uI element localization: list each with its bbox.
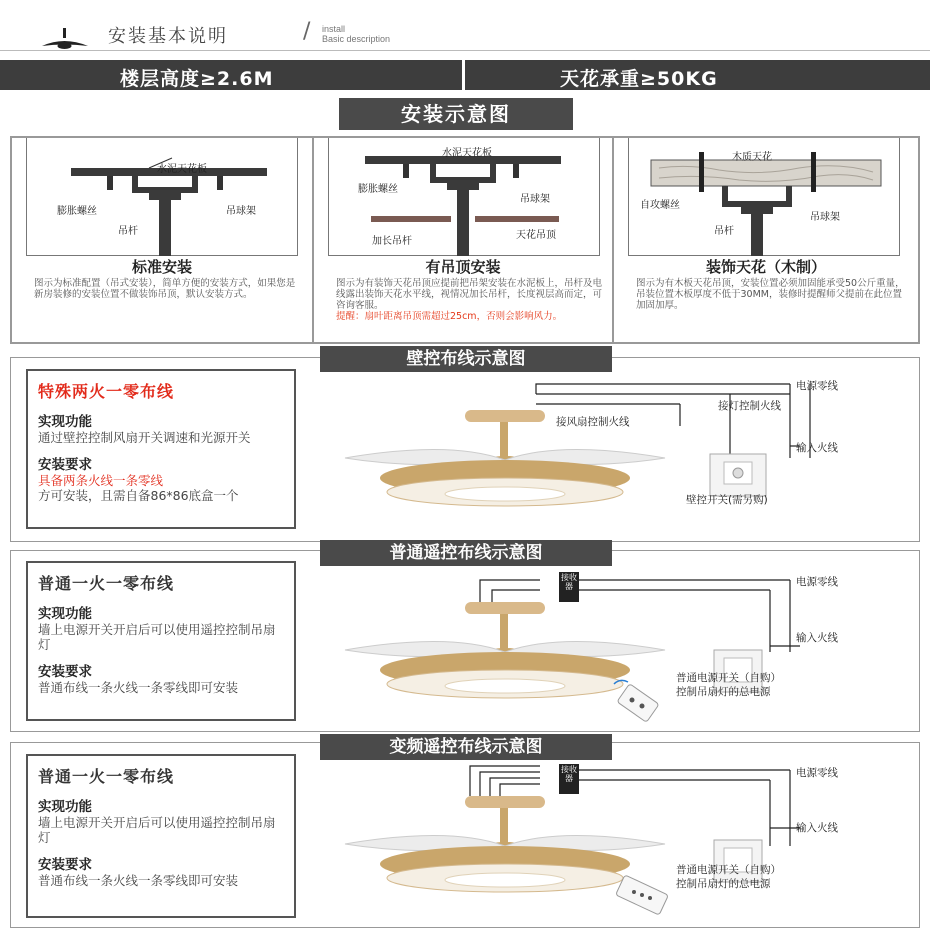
label-power-neutral: 电源零线 (796, 380, 838, 392)
requirement-heading: 安装要求 (38, 857, 92, 873)
wall-switch-drawing (710, 454, 766, 496)
requirement-text: 普通布线一条火线一条零线即可安装 (38, 873, 239, 888)
label-wall-switch: 壁控开关(需另购) (686, 494, 768, 506)
info-box-title: 普通一火一零布线 (38, 574, 175, 593)
label-fan-live: 接风扇控制火线 (556, 416, 630, 428)
panel-wood-ceiling-install (612, 138, 918, 342)
label-expansion-screw-2: 膨胀螺丝 (358, 184, 398, 195)
install-section-title: 安装示意图 (339, 98, 573, 130)
remote-control-info-box (26, 561, 296, 721)
header-slash: / (303, 19, 311, 44)
label-cement-ceiling: 水泥天花板 (157, 164, 207, 175)
remote-controller-drawing (616, 875, 669, 915)
install-diagram-section (10, 136, 920, 344)
ceiling-load-spec: 天花承重≥50KG (560, 68, 718, 90)
panel-desc-false-ceiling (336, 278, 604, 322)
label-bracket: 吊球架 (226, 206, 256, 217)
panel-warning: 提醒：扇叶距离吊顶需超过25cm，否则会影响风力。 (336, 311, 563, 322)
standard-install-drawing (27, 138, 299, 256)
label-cement-ceiling-2: 水泥天花板 (442, 148, 492, 159)
label-bracket-3: 吊球架 (810, 212, 840, 223)
label-rod: 吊杆 (118, 226, 138, 237)
header-en-line1: install (322, 24, 346, 34)
panel-title-false-ceiling: 有吊顶安装 (425, 258, 501, 276)
function-heading: 实现功能 (38, 606, 92, 622)
requirement-red-text: 具备两条火线一条零线 (38, 473, 164, 488)
remote-control-wiring-diagram (330, 566, 910, 732)
header-subtitle (322, 24, 390, 44)
info-box-title: 特殊两火一零布线 (38, 382, 175, 401)
label-light-live: 接灯控制火线 (718, 400, 781, 412)
info-box-title: 普通一火一零布线 (38, 767, 175, 786)
requirement-heading: 安装要求 (38, 664, 92, 680)
label-false-ceiling: 天花吊顶 (516, 230, 556, 241)
header-title: 安装基本说明 (108, 26, 228, 47)
label-power-neutral: 电源零线 (796, 576, 838, 588)
wall-control-wiring-diagram (330, 370, 910, 540)
label-input-live: 输入火线 (796, 632, 838, 644)
label-extension-rod: 加长吊杆 (372, 236, 412, 247)
ceiling-fan-light-drawing (345, 602, 665, 698)
label-switch-line2: 控制吊扇灯的总电源 (676, 686, 771, 698)
label-expansion-screw: 膨胀螺丝 (57, 206, 97, 217)
function-text: 墙上电源开关开启后可以使用遥控控制吊扇灯 (38, 622, 276, 652)
header-en-line2: Basic description (322, 34, 391, 44)
remote-control-wiring-title: 普通遥控布线示意图 (320, 540, 612, 566)
wall-control-info-box (26, 369, 296, 529)
remote-control-wires (480, 580, 800, 652)
label-switch-line1: 普通电源开关（自购） (676, 864, 781, 876)
panel-title-standard: 标准安装 (131, 258, 192, 276)
label-switch-line1: 普通电源开关（自购） (676, 672, 781, 684)
vfd-remote-wiring-diagram (330, 760, 910, 926)
header-divider (0, 50, 930, 51)
spec-bar (0, 60, 930, 90)
spec-divider (462, 60, 465, 90)
requirement-heading: 安装要求 (38, 457, 92, 473)
ceiling-fan-light-drawing (345, 796, 665, 892)
panel-desc-standard: 图示为标准配置（吊式安装），简单方便的安装方式，如果您是新房装修的安装位置不做装饰吊顶，默认安装方式。 (34, 278, 296, 300)
function-text: 通过壁控控制风扇开关调速和光源开关 (38, 430, 251, 445)
vfd-remote-info-box (26, 754, 296, 918)
label-wood-ceiling: 木质天花 (732, 152, 772, 163)
panel-desc-wood-ceiling: 图示为有木板天花吊顶，安装位置必须加固能承受50公斤重量，吊装位置木板厚度不低于30MM，装修时提醒师父提前在此位置加固加厚。 (636, 278, 905, 311)
wall-control-wiring-title: 壁控布线示意图 (320, 346, 612, 372)
standard-install-diagram (26, 138, 298, 256)
label-power-neutral: 电源零线 (796, 767, 838, 779)
label-input-live: 输入火线 (796, 442, 838, 454)
panel-standard-install (12, 138, 312, 342)
requirement-text: 普通布线一条火线一条零线即可安装 (38, 680, 239, 695)
function-heading: 实现功能 (38, 414, 92, 430)
receiver-module: 接收器 (559, 572, 579, 602)
panel-false-ceiling-install (312, 138, 612, 342)
function-text: 墙上电源开关开启后可以使用遥控控制吊扇灯 (38, 815, 276, 845)
page-header (0, 0, 930, 56)
label-bracket-2: 吊球架 (520, 194, 550, 205)
label-switch-line2: 控制吊扇灯的总电源 (676, 878, 771, 890)
function-heading: 实现功能 (38, 799, 92, 815)
floor-height-spec: 楼层高度≥2.6M (120, 68, 274, 90)
panel-desc-text: 图示为有装饰天花吊顶应提前把吊架安装在水泥板上，吊杆及电线露出装饰天花水平线，视情况加长吊杆，长度视层高而定，可咨询客服。 (336, 278, 603, 311)
label-input-live: 输入火线 (796, 822, 838, 834)
receiver-module: 接收器 (559, 764, 579, 794)
label-rod-3: 吊杆 (714, 226, 734, 237)
requirement-text: 方可安装，且需自备86*86底盒一个 (38, 488, 239, 503)
vfd-remote-wiring-title: 变频遥控布线示意图 (320, 734, 612, 760)
label-self-tapping-screw: 自攻螺丝 (640, 200, 680, 211)
panel-title-wood-ceiling: 装饰天花（木制） (705, 258, 826, 276)
